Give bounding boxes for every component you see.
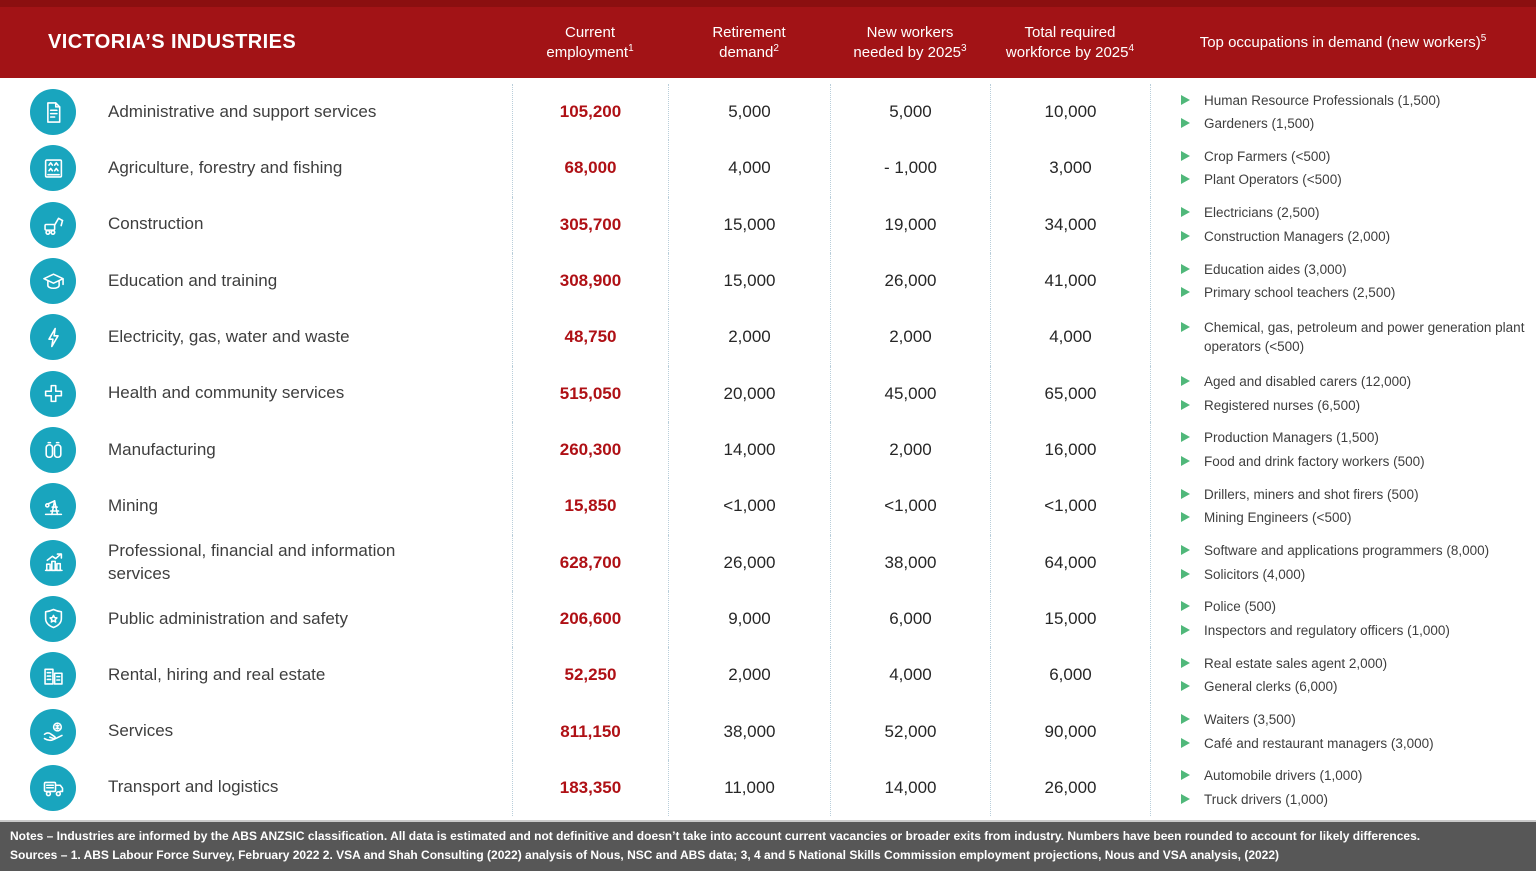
new-workers-value: 2,000 xyxy=(830,309,990,365)
occupations-cell xyxy=(1150,309,1536,365)
occupation-item xyxy=(1181,790,1530,810)
total-required-value: 4,000 xyxy=(990,309,1150,365)
current-employment-value: 15,850 xyxy=(512,478,668,534)
total-required-value: 6,000 xyxy=(990,647,1150,703)
bullet-arrow-icon xyxy=(1181,545,1190,555)
table-row xyxy=(0,760,1536,816)
occupation-item xyxy=(1181,710,1530,730)
current-employment-value: 260,300 xyxy=(512,422,668,478)
table-row xyxy=(0,703,1536,759)
occupation-label: Aged and disabled carers (12,000) xyxy=(1204,374,1412,390)
industry-cell xyxy=(0,309,512,365)
industry-cell xyxy=(0,703,512,759)
industry-name: Health and community services xyxy=(108,383,345,403)
industry-name: Mining xyxy=(108,495,159,515)
retirement-demand-value: 5,000 xyxy=(668,84,830,140)
bullet-arrow-icon xyxy=(1181,322,1190,332)
bullet-arrow-icon xyxy=(1181,287,1190,297)
industry-cell xyxy=(0,760,512,816)
truck-icon xyxy=(30,765,76,811)
occupation-item xyxy=(1181,372,1530,392)
occupations-cell xyxy=(1150,140,1536,196)
bullet-arrow-icon xyxy=(1181,601,1190,611)
bullet-arrow-icon xyxy=(1181,174,1190,184)
mining-rig-icon xyxy=(30,483,76,529)
retirement-demand-value: <1,000 xyxy=(668,478,830,534)
current-employment-value: 206,600 xyxy=(512,591,668,647)
total-required-value: 41,000 xyxy=(990,253,1150,309)
new-workers-value: 19,000 xyxy=(830,197,990,253)
occupation-item xyxy=(1181,227,1530,247)
bullet-arrow-icon xyxy=(1181,658,1190,668)
total-required-value: 10,000 xyxy=(990,84,1150,140)
footer-notes xyxy=(0,820,1536,871)
bullet-arrow-icon xyxy=(1181,95,1190,105)
occupation-item xyxy=(1181,621,1530,641)
new-workers-value: 26,000 xyxy=(830,253,990,309)
current-employment-value: 105,200 xyxy=(512,84,668,140)
column-header-total-required: Total required workforce by 2025$^4$ xyxy=(1005,24,1135,61)
hand-money-icon xyxy=(30,709,76,755)
shield-star-icon xyxy=(30,596,76,642)
current-employment-value: 628,700 xyxy=(512,535,668,591)
chart-growth-icon xyxy=(30,540,76,586)
occupations-cell xyxy=(1150,478,1536,534)
total-required-value: 15,000 xyxy=(990,591,1150,647)
occupation-label: Waiters (3,500) xyxy=(1204,712,1296,728)
total-required-value: 16,000 xyxy=(990,422,1150,478)
occupations-cell xyxy=(1150,703,1536,759)
industry-name: Services xyxy=(108,721,174,741)
table-body xyxy=(0,78,1536,820)
occupation-label: Mining Engineers (<500) xyxy=(1204,510,1352,526)
total-required-value: 65,000 xyxy=(990,366,1150,422)
occupation-label: Automobile drivers (1,000) xyxy=(1204,768,1363,784)
bullet-arrow-icon xyxy=(1181,456,1190,466)
current-employment-value: 515,050 xyxy=(512,366,668,422)
new-workers-value: 38,000 xyxy=(830,535,990,591)
table-row xyxy=(0,253,1536,309)
occupation-label: Police (500) xyxy=(1204,599,1277,615)
occupation-label: Crop Farmers (<500) xyxy=(1204,148,1331,164)
occupation-item xyxy=(1181,147,1530,167)
current-employment-value: 48,750 xyxy=(512,309,668,365)
industry-cell xyxy=(0,197,512,253)
industry-cell xyxy=(0,366,512,422)
industry-name: Rental, hiring and real estate xyxy=(108,664,326,684)
total-required-value: 64,000 xyxy=(990,535,1150,591)
industry-cell xyxy=(0,591,512,647)
table-header xyxy=(0,0,1536,78)
occupations-cell xyxy=(1150,366,1536,422)
new-workers-value: <1,000 xyxy=(830,478,990,534)
industry-name: Professional, financial and information services xyxy=(108,540,396,583)
occupation-label: Production Managers (1,500) xyxy=(1204,430,1379,446)
occupation-item xyxy=(1181,91,1530,111)
occupation-item xyxy=(1181,654,1530,674)
occupation-item xyxy=(1181,452,1530,472)
occupation-label: Drillers, miners and shot firers (500) xyxy=(1204,486,1419,502)
current-employment-value: 811,150 xyxy=(512,703,668,759)
total-required-value: 26,000 xyxy=(990,760,1150,816)
occupations-cell xyxy=(1150,647,1536,703)
current-employment-value: 305,700 xyxy=(512,197,668,253)
total-required-value: 90,000 xyxy=(990,703,1150,759)
current-employment-value: 308,900 xyxy=(512,253,668,309)
retirement-demand-value: 2,000 xyxy=(668,647,830,703)
sources-line: Sources – 1. ABS Labour Force Survey, February 2022 2. VSA and Shah Consulting (2022) analysis of Nous, NSC and ABS data; 3, 4 and 5 National Skills Commission employment projections, Nous and VSA analysis, (2022) xyxy=(10,847,1280,862)
bullet-arrow-icon xyxy=(1181,512,1190,522)
retirement-demand-value: 26,000 xyxy=(668,535,830,591)
industry-name: Education and training xyxy=(108,270,278,290)
bullet-arrow-icon xyxy=(1181,118,1190,128)
occupation-item xyxy=(1181,283,1530,303)
occupation-label: Café and restaurant managers (3,000) xyxy=(1204,735,1434,751)
occupation-item xyxy=(1181,677,1530,697)
bullet-arrow-icon xyxy=(1181,794,1190,804)
occupations-cell xyxy=(1150,422,1536,478)
column-header-current-employment: Current employment$^1$ xyxy=(546,24,634,61)
occupation-item xyxy=(1181,260,1530,280)
bullet-arrow-icon xyxy=(1181,714,1190,724)
industry-name: Electricity, gas, water and waste xyxy=(108,326,350,346)
industry-cell xyxy=(0,647,512,703)
notes-line: Notes – Industries are informed by the ABS ANZSIC classification. All data is estimated and not definitive and doesn’t take into account current vacancies or broader exits from industry. Numbers have been rounded to account for likely differences. xyxy=(10,829,1421,843)
industry-name: Agriculture, forestry and fishing xyxy=(108,158,343,177)
tanks-icon xyxy=(30,427,76,473)
table-row xyxy=(0,478,1536,534)
bullet-arrow-icon xyxy=(1181,770,1190,780)
occupation-label: Solicitors (4,000) xyxy=(1204,566,1306,582)
occupation-label: Truck drivers (1,000) xyxy=(1204,791,1329,807)
occupation-label: Gardeners (1,500) xyxy=(1204,116,1315,132)
retirement-demand-value: 11,000 xyxy=(668,760,830,816)
new-workers-value: 5,000 xyxy=(830,84,990,140)
bullet-arrow-icon xyxy=(1181,207,1190,217)
occupation-label: Registered nurses (6,500) xyxy=(1204,397,1361,413)
occupation-item xyxy=(1181,766,1530,786)
farm-field-icon xyxy=(30,145,76,191)
excavator-icon xyxy=(30,202,76,248)
new-workers-value: 14,000 xyxy=(830,760,990,816)
occupations-cell xyxy=(1150,84,1536,140)
bullet-arrow-icon xyxy=(1181,569,1190,579)
bullet-arrow-icon xyxy=(1181,489,1190,499)
occupation-item xyxy=(1181,114,1530,134)
bullet-arrow-icon xyxy=(1181,231,1190,241)
industry-name: Manufacturing xyxy=(108,439,216,459)
industry-cell xyxy=(0,478,512,534)
occupation-label: Chemical, gas, petroleum and power generation plant operators (<500) xyxy=(1204,319,1525,355)
table-row xyxy=(0,422,1536,478)
table-row xyxy=(0,140,1536,196)
total-required-value: 3,000 xyxy=(990,140,1150,196)
table-row xyxy=(0,84,1536,140)
bullet-arrow-icon xyxy=(1181,738,1190,748)
total-required-value: <1,000 xyxy=(990,478,1150,534)
table-row xyxy=(0,647,1536,703)
retirement-demand-value: 38,000 xyxy=(668,703,830,759)
occupation-label: Inspectors and regulatory officers (1,000) xyxy=(1204,622,1450,638)
retirement-demand-value: 4,000 xyxy=(668,140,830,196)
occupation-label: Human Resource Professionals (1,500) xyxy=(1204,92,1441,108)
table-row xyxy=(0,366,1536,422)
industry-cell xyxy=(0,84,512,140)
column-header-retirement-demand: Retirement demand$^2$ xyxy=(712,24,786,61)
occupations-cell xyxy=(1150,197,1536,253)
current-employment-value: 183,350 xyxy=(512,760,668,816)
graduation-cap-icon xyxy=(30,258,76,304)
buildings-icon xyxy=(30,652,76,698)
new-workers-value: 45,000 xyxy=(830,366,990,422)
occupation-item xyxy=(1181,318,1530,357)
new-workers-value: 52,000 xyxy=(830,703,990,759)
occupation-item xyxy=(1181,565,1530,585)
new-workers-value: 6,000 xyxy=(830,591,990,647)
occupation-item xyxy=(1181,485,1530,505)
page-title-cell xyxy=(0,31,512,54)
occupation-item xyxy=(1181,203,1530,223)
bullet-arrow-icon xyxy=(1181,264,1190,274)
occupation-item xyxy=(1181,396,1530,416)
retirement-demand-value: 15,000 xyxy=(668,253,830,309)
occupation-item xyxy=(1181,541,1530,561)
occupations-cell xyxy=(1150,591,1536,647)
occupation-item xyxy=(1181,170,1530,190)
occupations-cell xyxy=(1150,760,1536,816)
occupations-cell xyxy=(1150,253,1536,309)
occupation-label: Education aides (3,000) xyxy=(1204,261,1347,277)
occupation-label: Real estate sales agent 2,000) xyxy=(1204,655,1388,671)
new-workers-value: - 1,000 xyxy=(830,140,990,196)
occupation-label: Food and drink factory workers (500) xyxy=(1204,454,1425,470)
industry-cell xyxy=(0,422,512,478)
occupation-item xyxy=(1181,734,1530,754)
table-row xyxy=(0,591,1536,647)
occupation-label: Electricians (2,500) xyxy=(1204,205,1320,221)
bullet-arrow-icon xyxy=(1181,681,1190,691)
industry-name: Transport and logistics xyxy=(108,777,279,797)
industry-name: Administrative and support services xyxy=(108,101,377,121)
occupation-label: Primary school teachers (2,500) xyxy=(1204,285,1396,301)
bullet-arrow-icon xyxy=(1181,400,1190,410)
industry-name: Construction xyxy=(108,214,204,234)
occupation-label: General clerks (6,000) xyxy=(1204,679,1338,695)
column-header-new-workers: New workers needed by 2025$^3$ xyxy=(853,24,967,61)
occupation-item xyxy=(1181,428,1530,448)
occupation-label: Plant Operators (<500) xyxy=(1204,172,1342,188)
occupations-cell xyxy=(1150,535,1536,591)
occupation-item xyxy=(1181,508,1530,528)
bullet-arrow-icon xyxy=(1181,376,1190,386)
industry-cell xyxy=(0,535,512,591)
industry-cell xyxy=(0,253,512,309)
retirement-demand-value: 15,000 xyxy=(668,197,830,253)
new-workers-value: 2,000 xyxy=(830,422,990,478)
current-employment-value: 68,000 xyxy=(512,140,668,196)
occupation-label: Software and applications programmers (8,000) xyxy=(1204,543,1490,559)
retirement-demand-value: 20,000 xyxy=(668,366,830,422)
medical-cross-icon xyxy=(30,371,76,417)
total-required-value: 34,000 xyxy=(990,197,1150,253)
table-row xyxy=(0,535,1536,591)
current-employment-value: 52,250 xyxy=(512,647,668,703)
table-row xyxy=(0,309,1536,365)
retirement-demand-value: 9,000 xyxy=(668,591,830,647)
new-workers-value: 4,000 xyxy=(830,647,990,703)
bullet-arrow-icon xyxy=(1181,432,1190,442)
industry-name: Public administration and safety xyxy=(108,608,349,628)
occupation-label: Construction Managers (2,000) xyxy=(1204,228,1391,244)
column-header-top-occupations: Top occupations in demand (new workers)$^5$ xyxy=(1199,32,1487,51)
document-icon xyxy=(30,89,76,135)
occupation-item xyxy=(1181,597,1530,617)
bullet-arrow-icon xyxy=(1181,151,1190,161)
retirement-demand-value: 14,000 xyxy=(668,422,830,478)
bullet-arrow-icon xyxy=(1181,625,1190,635)
table-row xyxy=(0,197,1536,253)
industry-cell xyxy=(0,140,512,196)
page-title: VICTORIA’S INDUSTRIES xyxy=(48,31,297,53)
lightning-icon xyxy=(30,314,76,360)
retirement-demand-value: 2,000 xyxy=(668,309,830,365)
